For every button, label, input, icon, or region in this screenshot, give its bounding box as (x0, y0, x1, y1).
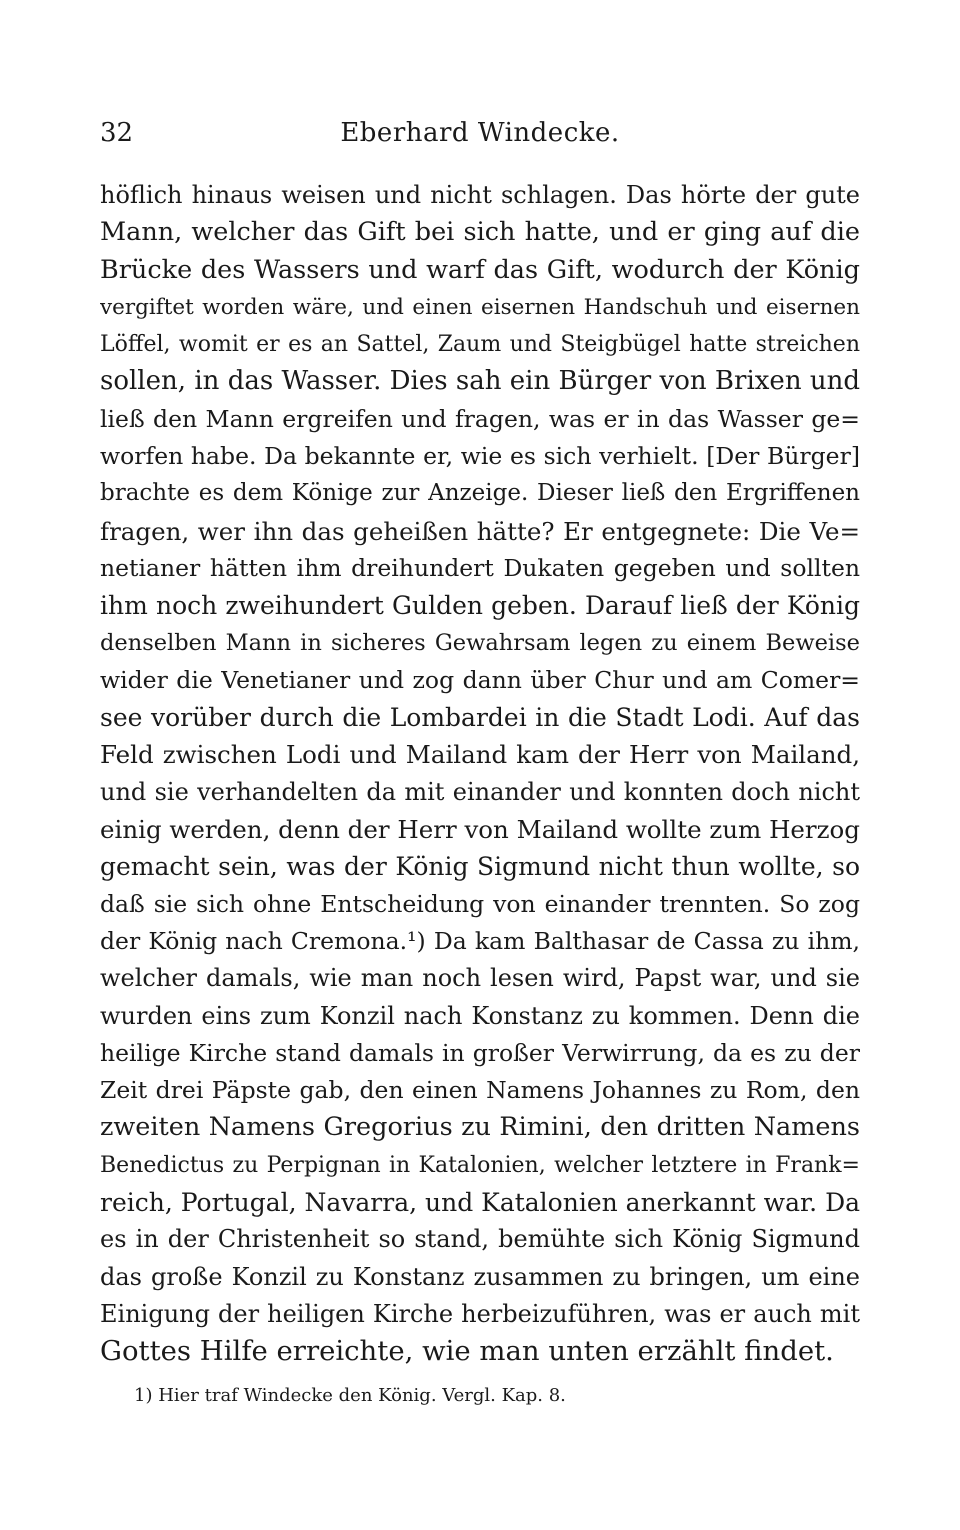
text-line: reich, Portugal, Navarra, und Katalonien anerkannt war. Da (100, 1188, 860, 1218)
text-line: see vorüber durch die Lombardei in die Stadt Lodi. Auf das (100, 703, 860, 733)
text-line: Einigung der heiligen Kirche herbeizuführen, was er auch mit (100, 1299, 860, 1328)
text-line: denselben Mann in sicheres Gewahrsam legen zu einem Beweise (100, 629, 860, 656)
text-line: es in der Christenheit so stand, bemühte sich König Sigmund (100, 1225, 860, 1254)
text-line: worfen habe. Da bekannte er, wie es sich verhielt. [Der Bürger] (100, 442, 860, 471)
text-line: vergiftet worden wäre, und einen eisernen Handschuh und eisernen (100, 294, 860, 320)
text-line: und sie verhandelten da mit einander und konnten doch nicht (100, 777, 860, 806)
body-text (100, 177, 860, 1371)
running-head: Eberhard Windecke. (340, 118, 620, 148)
text-line: Zeit drei Päpste gab, den einen Namens Johannes zu Rom, den (100, 1076, 860, 1105)
text-line: höflich hinaus weisen und nicht schlagen. Das hörte der gute (100, 181, 860, 209)
page-header (100, 118, 860, 154)
page-number: 32 (100, 118, 134, 148)
text-line: Gottes Hilfe erreichte, wie man unten erzählt findet. (100, 1335, 834, 1368)
text-line: fragen, wer ihn das geheißen hätte? Er entgegnete: Die Ve= (100, 516, 860, 546)
text-line: Benedictus zu Perpignan in Katalonien, welcher letztere in Frank= (100, 1152, 860, 1178)
text-line: heilige Kirche stand damals in großer Verwirrung, da es zu der (100, 1038, 860, 1067)
text-line: der König nach Cremona.¹) Da kam Balthasar de Cassa zu ihm, (100, 926, 860, 955)
text-line: sollen, in das Wasser. Dies sah ein Bürger von Brixen und (100, 366, 860, 397)
text-line: ihm noch zweihundert Gulden geben. Darauf ließ der König (100, 591, 860, 621)
text-line: Mann, welcher das Gift bei sich hatte, und er ging auf die (100, 217, 860, 248)
text-line: das große Konzil zu Konstanz zusammen zu bringen, um eine (100, 1262, 860, 1291)
text-line: einig werden, denn der Herr von Mailand wollte zum Herzog (100, 815, 860, 845)
text-line: wurden eins zum Konzil nach Konstanz zu kommen. Denn die (100, 1001, 860, 1030)
text-line: gemacht sein, was der König Sigmund nicht thun wollte, so (100, 852, 860, 882)
text-line: Löffel, womit er es an Sattel, Zaum und Steigbügel hatte streichen (100, 332, 860, 358)
text-line: brachte es dem Könige zur Anzeige. Dieser ließ den Ergriffenen (100, 480, 860, 507)
text-line: ließ den Mann ergreifen und fragen, was er in das Wasser ge= (100, 404, 860, 433)
text-line: Brücke des Wassers und warf das Gift, wodurch der König (100, 254, 860, 285)
text-line: wider die Venetianer und zog dann über Chur und am Comer= (100, 665, 860, 694)
text-line: zweiten Namens Gregorius zu Rimini, den dritten Namens (100, 1112, 860, 1143)
text-line: welcher damals, wie man noch lesen wird, Papst war, und sie (100, 964, 860, 993)
footnote: 1) Hier traf Windecke den König. Vergl. Kap. 8. (134, 1385, 566, 1406)
text-line: netianer hätten ihm dreihundert Dukaten gegeben und sollten (100, 553, 860, 582)
text-line: Feld zwischen Lodi und Mailand kam der Herr von Mailand, (100, 740, 860, 770)
text-line: daß sie sich ohne Entscheidung von einander trennten. So zog (100, 889, 860, 918)
